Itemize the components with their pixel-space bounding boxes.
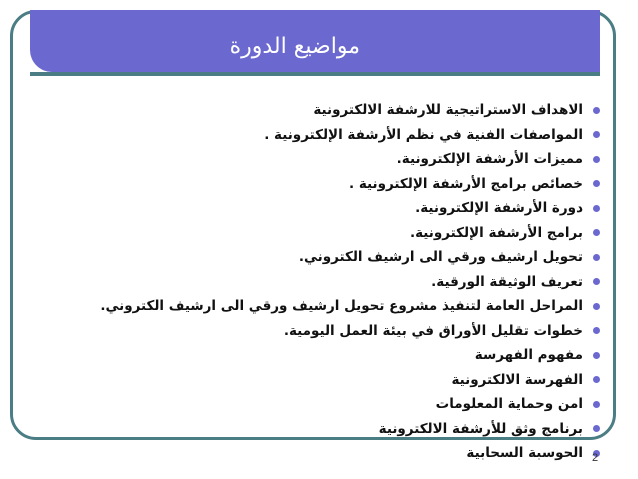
list-item: مميزات الأرشفة الإلكترونية.: [100, 147, 600, 172]
bullet-dot-icon: [593, 376, 600, 383]
bullet-dot-icon: [593, 107, 600, 114]
bullet-dot-icon: [593, 156, 600, 163]
list-item: برامج الأرشفة الإلكترونية.: [100, 221, 600, 246]
list-item: المراحل العامة لتنفيذ مشروع تحويل ارشيف ورقي الى ارشيف الكتروني.: [100, 294, 600, 319]
list-item: تحويل ارشيف ورقي الى ارشيف الكتروني.: [100, 245, 600, 270]
slide-title: مواضيع الدورة: [229, 34, 360, 59]
bullet-dot-icon: [593, 401, 600, 408]
list-item: مفهوم الفهرسة: [100, 343, 600, 368]
bullet-dot-icon: [593, 254, 600, 261]
bullet-dot-icon: [593, 425, 600, 432]
list-item: الاهداف الاستراتيجية للارشفة الالكترونية: [100, 98, 600, 123]
bullet-dot-icon: [593, 278, 600, 285]
bullet-dot-icon: [593, 180, 600, 187]
bullet-dot-icon: [593, 205, 600, 212]
list-item: خطوات تقليل الأوراق في بيئة العمل اليومية.: [100, 319, 600, 344]
title-bar: [30, 10, 600, 72]
list-item: الحوسبة السحابية: [100, 441, 600, 466]
bullet-dot-icon: [593, 327, 600, 334]
list-item: دورة الأرشفة الإلكترونية.: [100, 196, 600, 221]
list-item: امن وحماية المعلومات: [100, 392, 600, 417]
bullet-dot-icon: [593, 229, 600, 236]
topic-list: [100, 98, 600, 466]
title-underline: [30, 72, 600, 76]
page-number: 2: [592, 452, 599, 464]
list-item: برنامج وثق للأرشفة الالكترونية: [100, 417, 600, 442]
list-item: تعريف الوثيقة الورقية.: [100, 270, 600, 295]
list-item: المواصفات الفنية في نظم الأرشفة الإلكترونية .: [100, 123, 600, 148]
list-item: الفهرسة الالكترونية: [100, 368, 600, 393]
bullet-dot-icon: [593, 131, 600, 138]
bullet-dot-icon: [593, 303, 600, 310]
bullet-dot-icon: [593, 352, 600, 359]
list-item: خصائص برامج الأرشفة الإلكترونية .: [100, 172, 600, 197]
